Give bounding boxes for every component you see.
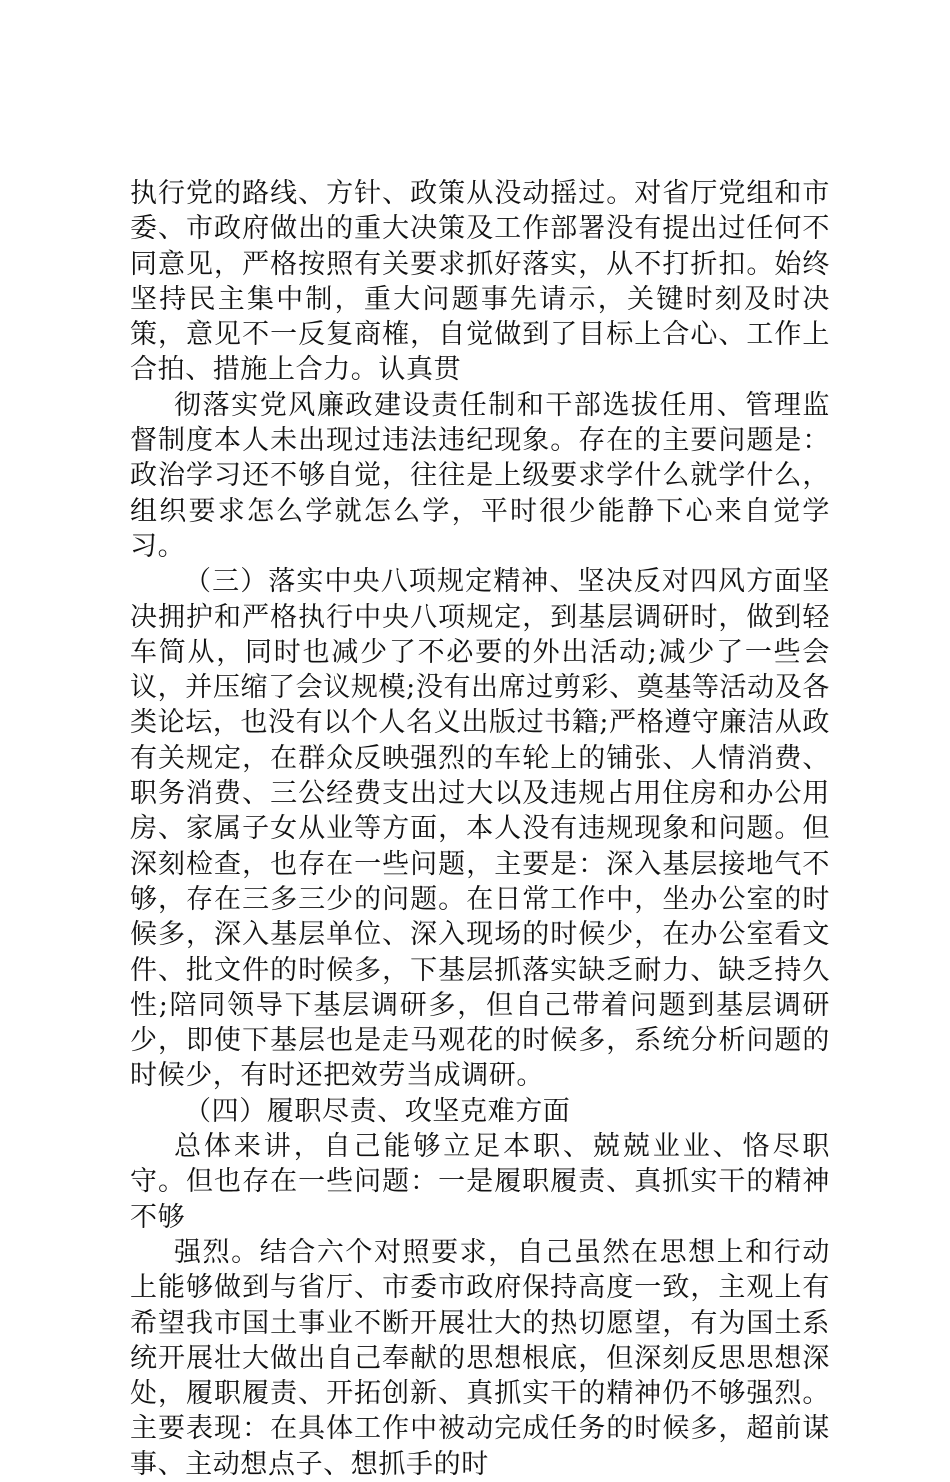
section-heading-duty: （四）履职尽责、攻坚克难方面 bbox=[184, 1095, 571, 1127]
paragraph-eight-rules: （三）落实中央八项规定精神、坚决反对四风方面坚决拥护和严格执行中央八项规定，到基层调研时，做到轻车简从，同时也减少了不必要的外出活动;减少了一些会议，并压缩了会议规模;没有出席过剪彩、奠基等活动及各类论坛，也没有以个人名义出版过书籍;严格遵守廉洁从政有关规定，在群众反映强烈的车轮上的铺张、人情消费、职务消费、三公经费支出过大以及违规占用住房和办公用房、家属子女从业等方面，本人没有违规现象和问题。但深刻检查，也存在一些问题，主要是：深入基层接地气不够，存在三多三少的问题。在日常工作中，坐办公室的时候多，深入基层单位、深入现场的时候少，在办公室看文件、批文件的时候多，下基层抓落实缺乏耐力、缺乏持久性;陪同领导下基层调研多，但自己带着问题到基层调研少，即使下基层也是走马观花的时候多，系统分析问题的时候少，有时还把效劳当成调研。 bbox=[130, 566, 830, 1092]
document-body bbox=[130, 176, 830, 1482]
paragraph-strong: 强烈。结合六个对照要求，自己虽然在思想上和行动上能够做到与省厅、市委市政府保持高度一致，主观上有希望我市国土事业不断开展壮大的热切愿望，有为国土系统开展壮大做出自己奉献的思想根底，但深刻反思思想深处，履职履责、开拓创新、真抓实干的精神仍不够强烈。主要表现：在具体工作中被动完成任务的时候多，超前谋事、主动想点子、想抓手的时 bbox=[130, 1236, 830, 1480]
paragraph-integrity-system: 彻落实党风廉政建设责任制和干部选拔任用、管理监督制度本人未出现过违法违纪现象。存在的主要问题是：政治学习还不够自觉，往往是上级要求学什么就学什么，组织要求怎么学就怎么学，平时很少能静下心来自觉学习。 bbox=[130, 389, 830, 562]
paragraph-overall: 总体来讲，自己能够立足本职、兢兢业业、恪尽职守。但也存在一些问题：一是履职履责、真抓实干的精神不够 bbox=[130, 1131, 830, 1233]
paragraph-party-line: 执行党的路线、方针、政策从没动摇过。对省厅党组和市委、市政府做出的重大决策及工作部署没有提出过任何不同意见，严格按照有关要求抓好落实，从不打折扣。始终坚持民主集中制，重大问题事先请示，关键时刻及时决策，意见不一反复商榷，自觉做到了目标上合心、工作上合拍、措施上合力。认真贯 bbox=[130, 178, 830, 386]
